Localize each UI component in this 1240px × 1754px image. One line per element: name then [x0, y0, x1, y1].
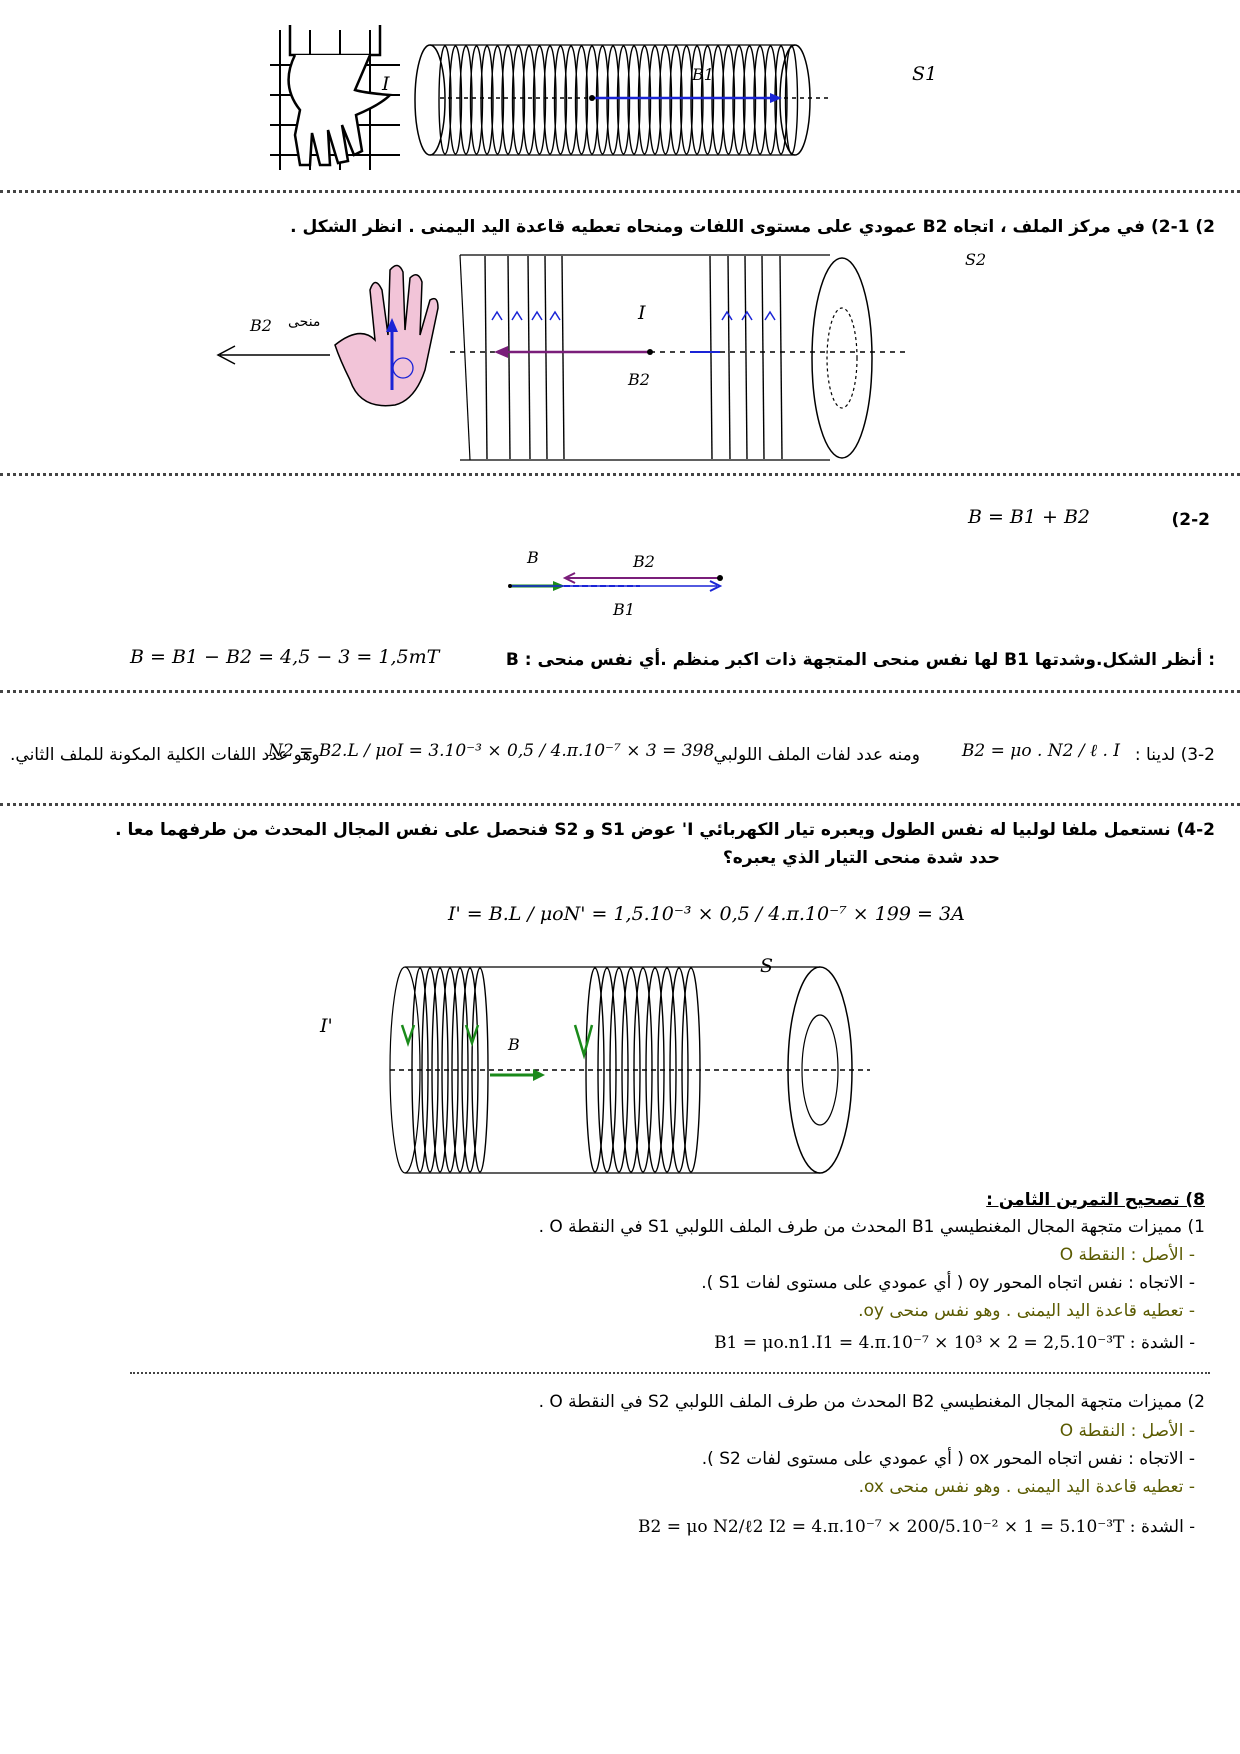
coil-turn	[562, 256, 564, 459]
coil-turn	[508, 256, 510, 459]
question-2-3-suffix: وهو عدد اللفات الكلية المكونة للملف الثاني.	[10, 745, 320, 765]
coil-turn	[728, 256, 730, 459]
solenoid-label: S1	[912, 63, 938, 85]
separator	[0, 190, 1240, 193]
coil-turn	[485, 256, 487, 459]
vec-b2-label: B2	[633, 552, 655, 571]
solenoid-s1-drawing	[270, 15, 950, 180]
solenoid-label: S2	[965, 250, 987, 269]
solenoid-s-drawing	[350, 955, 890, 1185]
coil-turn	[545, 256, 547, 459]
separator	[130, 1372, 1210, 1374]
question-2-3-prefix: 3-2) لدينا :	[1134, 745, 1215, 765]
solenoid-s2-drawing	[210, 250, 1010, 465]
figure-solenoid-s1	[270, 15, 950, 180]
question-2-3-mid: ومنه عدد لفات الملف اللولبي	[713, 745, 920, 765]
vec-b1-label: B1	[613, 600, 635, 619]
separator	[0, 473, 1240, 476]
ex8-part1-intro: 1) مميزات متجهة المجال المغنطيسي B1 المحدث من طرف الملف اللولبي S1 في النقطة O .	[538, 1217, 1205, 1237]
vector-sum-drawing	[505, 548, 735, 638]
vec-b-label: B	[527, 548, 539, 567]
coil-turn	[780, 256, 782, 459]
vector-sum-equation: B = B1 + B2	[967, 506, 1090, 528]
current-label: I'	[320, 1015, 333, 1037]
field-b2-inside-label: B2	[628, 370, 650, 389]
direction-label: منحى	[288, 314, 321, 330]
figure-solenoid-s2	[210, 250, 1010, 465]
coil-turn	[745, 256, 747, 459]
question-2-4-line1: 4-2) نستعمل ملفا لولبيا له نفس الطول ويعبره تيار الكهربائي I' عوض S1 و S2 فنحصل على نفس المجال المحدث من طرفهما معا .	[115, 820, 1215, 840]
solenoid-label: S	[760, 955, 774, 977]
field-b2-label: B2	[250, 316, 272, 335]
question-2-2-number: (2-2	[1171, 510, 1210, 530]
exercise-8-title: 8) تصحيح التمرين الثامن :	[986, 1190, 1205, 1210]
separator	[0, 803, 1240, 806]
resultant-magnitude: B = B1 − B2 = 4,5 − 3 = 1,5mT	[130, 646, 440, 668]
question-2-1: 2) 2-1) في مركز الملف ، اتجاه B2 عمودي على مستوى اللفات ومنحاه تعطيه قاعدة اليد اليمنى . انظر الشكل .	[290, 217, 1215, 237]
ex8-part2-direction: - الاتجاه : نفس اتجاه المحور ox ( أي عمودي على مستوى لفات S2 ).	[701, 1449, 1195, 1469]
resultant-statement: B : لها نفس منحى المتجهة ذات اكبر منظم .أي نفس منحى B1 أنظر الشكل.وشدتها :	[505, 650, 1215, 670]
ex8-part1-direction: - الاتجاه : نفس اتجاه المحور oy ( أي عمودي على مستوى لفات S1 ).	[701, 1273, 1195, 1293]
field-b-label: B	[508, 1035, 520, 1054]
ex8-part1-origin: - الأصل : النقطة O	[1059, 1245, 1195, 1265]
coil-turn	[528, 256, 530, 459]
ex8-part2-magnitude: - الشدة : B2 = μo N2/ℓ2 I2 = 4.π.10⁻⁷ × 200/5.10⁻² × 1 = 5.10⁻³T	[638, 1517, 1195, 1537]
current-label: I	[382, 73, 390, 95]
current-label: I	[638, 302, 646, 324]
ex8-part1-sense: - تعطيه قاعدة اليد اليمنى . وهو نفس منحى oy.	[858, 1301, 1195, 1321]
question-2-4-line2: حدد شدة منحى التيار الذي يعبره؟	[722, 848, 1000, 868]
ex8-part2-origin: - الأصل : النقطة O	[1059, 1421, 1195, 1441]
figure-solenoid-s	[320, 955, 890, 1185]
coil-turn	[762, 256, 764, 459]
ex8-part2-intro: 2) مميزات متجهة المجال المغنطيسي B2 المحدث من طرف الملف اللولبي S2 في النقطة O .	[538, 1392, 1205, 1412]
separator	[0, 690, 1240, 693]
field-formula: B2 = μo . N2 / ℓ . I	[961, 741, 1120, 761]
current-calculation: I' = B.L / μoN' = 1,5.10⁻³ × 0,5 / 4.π.10⁻⁷ × 199 = 3A	[448, 903, 965, 925]
ex8-part1-magnitude: - الشدة : B1 = μo.n1.I1 = 4.π.10⁻⁷ × 10³ × 2 = 2,5.10⁻³T	[714, 1333, 1195, 1353]
field-b1-label: B1	[692, 65, 714, 84]
turns-calculation: N2 = B2.L / μoI = 3.10⁻³ × 0,5 / 4.π.10⁻⁷ × 3 = 398	[268, 741, 715, 761]
vector-sum-diagram	[505, 548, 735, 638]
ex8-part2-sense: - تعطيه قاعدة اليد اليمنى . وهو نفس منحى ox.	[858, 1477, 1195, 1497]
coil-turn	[710, 256, 712, 459]
